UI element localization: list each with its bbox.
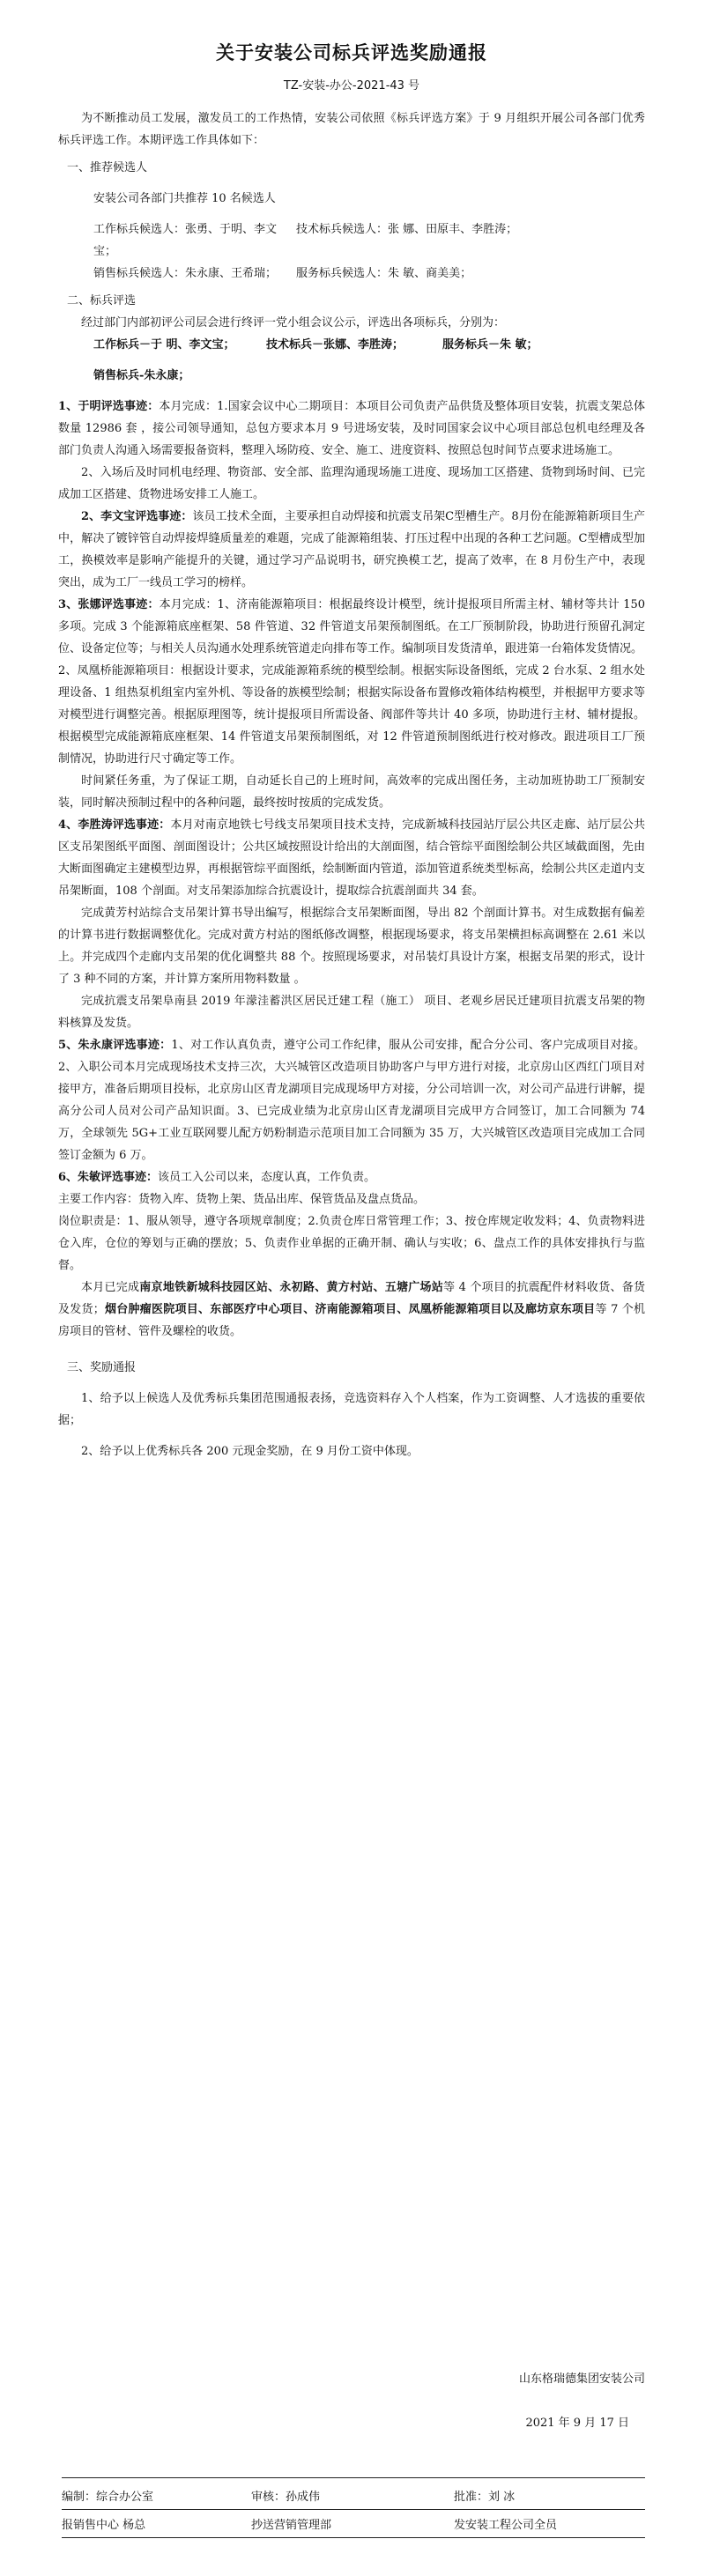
winners-row bbox=[58, 334, 645, 356]
item-4-text-1: 本月对南京地铁七号线支吊架项目技术支持，完成新城科技园站厅层公共区走廊、站厅层公共区支吊架图纸平面图、剖面图设计；公共区域按照设计给出的大剖面图，结合管综平面图绘制公共区域截面图，先由大断面图确定主建模型边界，再根据管综平面图纸，绘制断面内管道，添加管道系统类型标高，绘制公共区走道内支吊架断面，108 个剖面。对支吊架添加综合抗震设计，提取综合抗震剖面共 34 套。 bbox=[58, 818, 645, 898]
footer-rule-bottom bbox=[62, 2537, 645, 2538]
footer-approval-row bbox=[62, 2486, 645, 2508]
compile-label: 编制： bbox=[62, 2491, 97, 2504]
item-3-lead: 3、张娜评选事迹： bbox=[58, 598, 160, 611]
item-5-text-1: 1、对工作认真负责，遵守公司工作纪律，服从公司安排，配合分公司、客户完成项目对接。2、入职公司本月完成现场技术支持三次，大兴城管区改造项目协助客户与甲方进行对接，北京房山区西红门项目对接甲方，准备后期项目投标，北京房山区青龙湖项目完成现场甲方对接，分公司培训一次，对公司产品进行讲解，提高分公司人员对公司产品知识面。3、已完成业绩为北京房山区青龙湖项目完成甲方合同签订，加工合同额为 74 万，全球领先 5G+工业互联网婴儿配方奶粉制造示范项目加工合同额为 35 万，大兴城管区改造项目完成加工合同签订金额为 6 万。 bbox=[58, 1039, 645, 1162]
document-number: TZ-安装-办公-2021-43 号 bbox=[283, 79, 420, 93]
sales-winner: 销售标兵-朱永康； bbox=[93, 369, 190, 382]
candidates-row-2 bbox=[58, 263, 645, 285]
section-1-heading: 一、推荐候选人 bbox=[67, 161, 148, 174]
footer-approve bbox=[454, 2486, 515, 2508]
zhumin-month-post: 等 7 个机房项目的管材、管件及螺栓的收货。 bbox=[58, 1303, 645, 1338]
sales-candidates: 销售标兵候选人：朱永康、王希瑞； bbox=[93, 267, 278, 280]
signature-date: 2021 年 9 月 17 日 bbox=[525, 2417, 629, 2430]
item-4-text-2: 完成黄芳村站综合支吊架计算书导出编写，根据综合支吊架断面图，导出 82 个剖面计算书。对生成数据有偏差的计算书进行数据调整优化。完成对黄方村站的图纸修改调整，根据现场要求，将支吊架横担标高调整在 2.61 米以上。并完成四个走廊内支吊架的优化调整共 88 个。按照现场要求，对吊装灯具设计方案，根据支吊架的形式，设计了 3 种不同的方案，并计算方案所用物料数量 。 bbox=[58, 907, 645, 986]
footer-review bbox=[251, 2486, 454, 2508]
footer-report: 报销售中心 杨总 bbox=[62, 2519, 146, 2532]
item-1-lead: 1、于明评选事迹： bbox=[58, 400, 160, 413]
footer-send: 发安装工程公司全员 bbox=[454, 2519, 558, 2532]
item-6-text-1: 该员工入公司以来，态度认真，工作负责。 bbox=[158, 1171, 376, 1184]
work-winners: 工作标兵－于 明、李文宝； bbox=[93, 338, 235, 352]
item-5-lead: 5、朱永康评选事迹： bbox=[58, 1039, 172, 1052]
item-2-text-1: 该员工技术全面，主要承担自动焊接和抗震支吊架C型槽生产。8月份在能源箱新项目生产中，解决了镀锌管自动焊接焊缝质量差的难题，完成了能源箱组装、打压过程中出现的各种工艺问题。C型槽成型加工，换模效率是影响产能提升的关键，通过学习产品说明书，研究换模工艺，提高了效率，在 8 月份生产中，表现突出，成为工厂一线员工学习的榜样。 bbox=[58, 510, 646, 589]
item-2-lead: 2、李文宝评选事迹： bbox=[81, 510, 193, 523]
item-3-text-1: 本月完成：1、济南能源箱项目：根据最终设计模型，统计提报项目所需主材、辅材等共计 150 多项。完成 3 个能源箱底座框架、58 件管道、32 件管道支吊架预制图纸。在工厂预制阶段，协助进行预留孔洞定位、设备定位等；与相关人员沟通水处理系统管道走向排布等工作。编制项目发货清单，跟进第一台箱体发货情况。 bbox=[58, 598, 646, 655]
item-4 bbox=[58, 814, 645, 902]
item-6-lead: 6、朱敏评选事迹： bbox=[58, 1171, 159, 1184]
intro-paragraph: 为不断推动员工发展，激发员工的工作热情，安装公司依照《标兵评选方案》于 9 月组织开展公司各部门优秀标兵评选工作。本期评选工作具体如下： bbox=[58, 112, 645, 147]
zhumin-month-mid: 等 4 个项目的抗震配件材料收货、备货及发货； bbox=[58, 1281, 645, 1316]
section-3-heading: 三、奖励通报 bbox=[67, 1361, 137, 1374]
service-candidates: 服务标兵候选人：朱 敏、商美美； bbox=[296, 267, 472, 280]
footer-rule-mid bbox=[62, 2509, 645, 2510]
item-1 bbox=[58, 396, 645, 462]
zhumin-duty: 岗位职责是：1、服从领导，遵守各项规章制度；2.负责仓库日常管理工作；3、按仓库规定收发料；4、负责物料进仓入库，仓位的筹划与正确的摆放；5、负责作业单据的正确开制、确认与实收；6、盘点工作的具体安排执行与监督。 bbox=[58, 1215, 645, 1272]
compile-value: 综合办公室 bbox=[96, 2491, 154, 2504]
work-candidates: 工作标兵候选人：张勇、于明、李文宝； bbox=[93, 223, 278, 258]
footer-rule-top bbox=[62, 2477, 645, 2478]
approve-value: 刘 冰 bbox=[488, 2491, 516, 2504]
item-3 bbox=[58, 594, 645, 660]
document-title: 关于安装公司标兵评选奖励通报 bbox=[216, 42, 487, 63]
zhumin-month-projects-1: 南京地铁新城科技园区站、永初路、黄方村站、五塘广场站 bbox=[139, 1281, 444, 1294]
item-1-text-1: 本月完成：1.国家会议中心二期项目：本项目公司负责产品供货及整体项目安装，抗震支架总体数量 12986 套 ，接公司领导通知，总包方要求本月 9 号进场安装，及时同国家会议中心项目部总包机电经理及各部门负责人沟通入场需要报备资料，整理入场防疫、安全、施工、进度资料、按照总包时间节点要求进场施工。 bbox=[58, 400, 645, 457]
item-6 bbox=[58, 1166, 645, 1188]
item-1-text-2: 2、入场后及时同机电经理、物资部、安全部、监理沟通现场施工进度、现场加工区搭建、货物到场时间、已完成加工区搭建、货物进场安排工人施工。 bbox=[58, 466, 645, 501]
service-winners: 服务标兵－朱 敏； bbox=[442, 338, 538, 352]
zhumin-month-pre: 本月已完成 bbox=[81, 1281, 140, 1294]
reward-2: 2、给予以上优秀标兵各 200 元现金奖励，在 9 月份工资中体现。 bbox=[81, 1445, 419, 1458]
footer-distribution-row bbox=[62, 2514, 645, 2536]
approve-label: 批准： bbox=[454, 2491, 489, 2504]
item-4-lead: 4、李胜涛评选事迹： bbox=[58, 818, 171, 832]
candidates-row-1 bbox=[58, 218, 645, 263]
item-3-text-3: 时间紧任务重，为了保证工期，自动延长自己的上班时间，高效率的完成出图任务，主动加班协助工厂预制安装，同时解决预制过程中的各种问题，最终按时按质的完成发货。 bbox=[58, 774, 645, 810]
review-label: 审核： bbox=[251, 2491, 286, 2504]
reward-1: 1、给予以上候选人及优秀标兵集团范围通报表扬，竞选资料存入个人档案，作为工资调整、人才选拔的重要依据； bbox=[58, 1392, 645, 1427]
item-3-text-2: 2、凤凰桥能源箱项目：根据设计要求，完成能源箱系统的模型绘制。根据实际设备图纸，完成 2 台水泵、2 组水处理设备、1 组热泵机组室内室外机、等设备的族模型绘制；根据实际设备布置修改箱体结构模型，并根据甲方要求等对模型进行调整完善。根据原理图等，统计提报项目所需设备、阀部件等共计 40 多项，协助进行主材、辅材提报。根据模型完成能源箱底座框架、14 件管道支吊架预制图纸，对 12 件管道预制图纸进行校对修改。跟进项目工厂预制情况，协助进行尺寸确定等工作。 bbox=[58, 664, 645, 766]
tech-candidates: 技术标兵候选人：张 娜、田原丰、李胜涛； bbox=[296, 223, 518, 236]
section-2-heading: 二、标兵评选 bbox=[67, 294, 137, 307]
item-5 bbox=[58, 1034, 645, 1166]
zhumin-month bbox=[58, 1277, 645, 1343]
item-2 bbox=[58, 506, 645, 594]
signature-company: 山东格瑞德集团安装公司 bbox=[518, 2372, 645, 2386]
tech-winners: 技术标兵－张娜、李胜涛； bbox=[266, 338, 404, 352]
footer-compile bbox=[62, 2486, 251, 2508]
section-1-line: 安装公司各部门共推荐 10 名候选人 bbox=[93, 192, 276, 205]
section-2-line: 经过部门内部初评公司层会进行终评一党小组会议公示，评选出各项标兵，分别为： bbox=[81, 316, 506, 329]
item-4-text-3: 完成抗震支吊架阜南县 2019 年濛洼蓄洪区居民迁建工程（施工） 项目、老观乡居民迁建项目抗震支吊架的物料核算及发货。 bbox=[58, 995, 645, 1030]
review-value: 孙成伟 bbox=[286, 2491, 321, 2504]
footer-copy: 抄送营销管理部 bbox=[251, 2519, 332, 2532]
zhumin-work: 主要工作内容：货物入库、货物上架、货品出库、保管货品及盘点货品。 bbox=[58, 1193, 426, 1206]
zhumin-month-projects-2: 烟台肿瘤医院项目、东部医疗中心项目、济南能源箱项目、凤凰桥能源箱项目以及廊坊京东项目 bbox=[104, 1303, 596, 1316]
